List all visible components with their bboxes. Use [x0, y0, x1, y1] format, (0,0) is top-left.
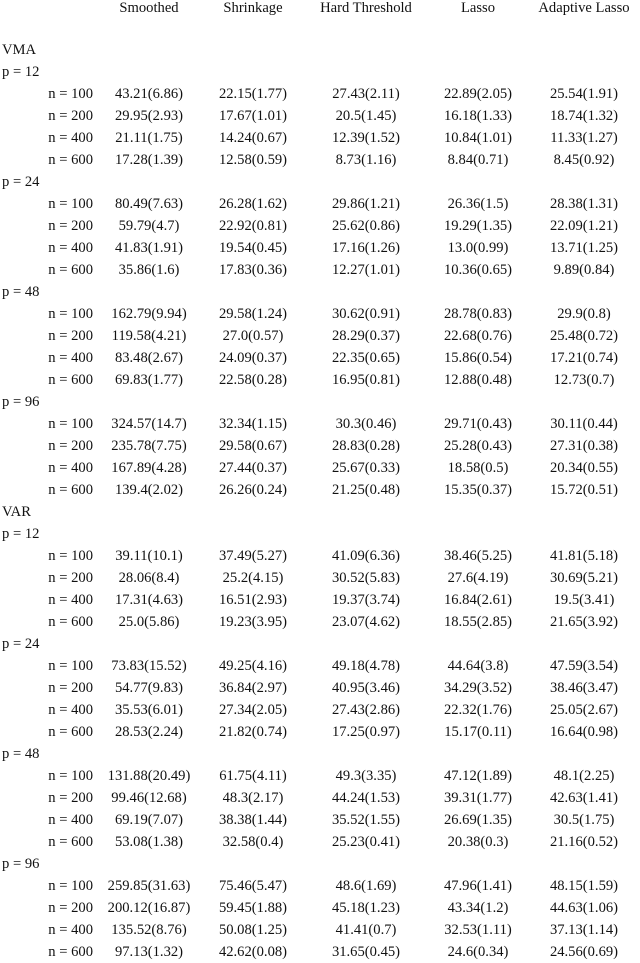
value-cell: 10.84(1.01)	[443, 130, 513, 146]
value-cell: 29.86(1.21)	[331, 196, 401, 212]
p-row	[0, 743, 640, 765]
value-cell: 28.38(1.31)	[549, 196, 619, 212]
n-label: n = 400	[48, 350, 93, 366]
value-cell: 139.4(2.02)	[114, 482, 184, 498]
value-cell: 41.41(0.7)	[335, 922, 397, 938]
table-row	[0, 589, 640, 611]
value-cell: 17.25(0.97)	[331, 724, 401, 740]
value-cell: 21.25(0.48)	[331, 482, 401, 498]
value-cell: 8.84(0.71)	[447, 152, 509, 168]
p-label: p = 48	[2, 284, 40, 300]
column-header: Hard Threshold	[320, 0, 412, 16]
value-cell: 27.43(2.86)	[331, 702, 401, 718]
value-cell: 25.2(4.15)	[222, 570, 284, 586]
n-label: n = 600	[48, 614, 93, 630]
value-cell: 9.89(0.84)	[553, 262, 615, 278]
value-cell: 32.58(0.4)	[222, 834, 284, 850]
value-cell: 29.9(0.8)	[557, 306, 611, 322]
table-row	[0, 303, 640, 325]
table-row	[0, 721, 640, 743]
value-cell: 19.5(3.41)	[553, 592, 615, 608]
value-cell: 43.21(6.86)	[114, 86, 184, 102]
value-cell: 20.38(0.3)	[447, 834, 509, 850]
value-cell: 17.21(0.74)	[549, 350, 619, 366]
value-cell: 54.77(9.83)	[114, 680, 184, 696]
value-cell: 27.0(0.57)	[222, 328, 284, 344]
value-cell: 25.05(2.67)	[549, 702, 619, 718]
value-cell: 25.0(5.86)	[118, 614, 180, 630]
group-label: VMA	[2, 42, 37, 58]
value-cell: 19.37(3.74)	[331, 592, 401, 608]
value-cell: 26.36(1.5)	[447, 196, 509, 212]
n-label: n = 400	[48, 460, 93, 476]
p-label: p = 24	[2, 636, 40, 652]
value-cell: 16.18(1.33)	[443, 108, 513, 124]
value-cell: 324.57(14.7)	[111, 416, 187, 432]
value-cell: 83.48(2.67)	[114, 350, 184, 366]
table-row	[0, 215, 640, 237]
value-cell: 30.5(1.75)	[553, 812, 615, 828]
value-cell: 11.33(1.27)	[550, 130, 618, 146]
value-cell: 27.6(4.19)	[447, 570, 509, 586]
value-cell: 119.58(4.21)	[111, 328, 187, 344]
value-cell: 28.83(0.28)	[331, 438, 401, 454]
value-cell: 42.62(0.08)	[218, 944, 288, 960]
value-cell: 15.17(0.11)	[444, 724, 512, 740]
n-label: n = 200	[48, 680, 93, 696]
value-cell: 59.79(4.7)	[118, 218, 180, 234]
table-row	[0, 83, 640, 105]
n-label: n = 600	[48, 944, 93, 960]
p-row	[0, 61, 640, 83]
n-label: n = 100	[48, 416, 93, 432]
value-cell: 16.84(2.61)	[443, 592, 513, 608]
value-cell: 27.43(2.11)	[332, 86, 400, 102]
value-cell: 39.31(1.77)	[443, 790, 513, 806]
value-cell: 40.95(3.46)	[331, 680, 401, 696]
value-cell: 29.95(2.93)	[114, 108, 184, 124]
value-cell: 26.69(1.35)	[443, 812, 513, 828]
value-cell: 12.88(0.48)	[443, 372, 513, 388]
value-cell: 30.52(5.83)	[331, 570, 401, 586]
n-label: n = 200	[48, 438, 93, 454]
value-cell: 24.09(0.37)	[218, 350, 288, 366]
value-cell: 44.63(1.06)	[549, 900, 619, 916]
value-cell: 36.84(2.97)	[218, 680, 288, 696]
value-cell: 28.06(8.4)	[118, 570, 180, 586]
table-row	[0, 897, 640, 919]
value-cell: 17.83(0.36)	[218, 262, 288, 278]
table-row	[0, 435, 640, 457]
table-row	[0, 919, 640, 941]
value-cell: 22.35(0.65)	[331, 350, 401, 366]
value-cell: 135.52(8.76)	[111, 922, 187, 938]
n-label: n = 100	[48, 878, 93, 894]
table-row	[0, 127, 640, 149]
value-cell: 26.26(0.24)	[218, 482, 288, 498]
column-header: Smoothed	[119, 0, 179, 16]
value-cell: 22.09(1.21)	[549, 218, 619, 234]
table-row	[0, 765, 640, 787]
value-cell: 28.78(0.83)	[443, 306, 513, 322]
value-cell: 21.16(0.52)	[549, 834, 619, 850]
value-cell: 75.46(5.47)	[218, 878, 288, 894]
n-label: n = 200	[48, 108, 93, 124]
value-cell: 42.63(1.41)	[549, 790, 619, 806]
n-label: n = 100	[48, 306, 93, 322]
n-label: n = 100	[48, 548, 93, 564]
value-cell: 15.72(0.51)	[549, 482, 619, 498]
value-cell: 45.18(1.23)	[331, 900, 401, 916]
value-cell: 16.51(2.93)	[218, 592, 288, 608]
n-label: n = 100	[48, 196, 93, 212]
value-cell: 22.92(0.81)	[218, 218, 288, 234]
value-cell: 16.95(0.81)	[331, 372, 401, 388]
value-cell: 61.75(4.11)	[219, 768, 287, 784]
value-cell: 41.81(5.18)	[549, 548, 619, 564]
value-cell: 37.49(5.27)	[218, 548, 288, 564]
value-cell: 200.12(16.87)	[107, 900, 191, 916]
value-cell: 38.38(1.44)	[218, 812, 288, 828]
n-label: n = 600	[48, 834, 93, 850]
n-label: n = 100	[48, 768, 93, 784]
p-row	[0, 523, 640, 545]
value-cell: 15.35(0.37)	[443, 482, 513, 498]
value-cell: 48.15(1.59)	[549, 878, 619, 894]
value-cell: 30.62(0.91)	[331, 306, 401, 322]
value-cell: 18.74(1.32)	[549, 108, 619, 124]
value-cell: 12.73(0.7)	[553, 372, 615, 388]
table-row	[0, 655, 640, 677]
value-cell: 25.67(0.33)	[331, 460, 401, 476]
value-cell: 80.49(7.63)	[114, 196, 184, 212]
value-cell: 26.28(1.62)	[218, 196, 288, 212]
table-row	[0, 325, 640, 347]
group-row	[0, 39, 640, 61]
value-cell: 30.11(0.44)	[550, 416, 618, 432]
value-cell: 16.64(0.98)	[549, 724, 619, 740]
value-cell: 17.16(1.26)	[331, 240, 401, 256]
value-cell: 25.48(0.72)	[549, 328, 619, 344]
value-cell: 21.82(0.74)	[218, 724, 288, 740]
value-cell: 27.44(0.37)	[218, 460, 288, 476]
column-header: Lasso	[460, 0, 496, 16]
value-cell: 69.19(7.07)	[114, 812, 184, 828]
value-cell: 29.58(1.24)	[218, 306, 288, 322]
value-cell: 25.23(0.41)	[331, 834, 401, 850]
value-cell: 21.11(1.75)	[115, 130, 183, 146]
table-row	[0, 347, 640, 369]
value-cell: 18.58(0.5)	[447, 460, 509, 476]
value-cell: 44.64(3.8)	[447, 658, 509, 674]
value-cell: 39.11(10.1)	[115, 548, 183, 564]
value-cell: 12.39(1.52)	[331, 130, 401, 146]
value-cell: 69.83(1.77)	[114, 372, 184, 388]
value-cell: 22.32(1.76)	[443, 702, 513, 718]
table-row	[0, 809, 640, 831]
value-cell: 34.29(3.52)	[443, 680, 513, 696]
table-row	[0, 787, 640, 809]
value-cell: 38.46(3.47)	[549, 680, 619, 696]
value-cell: 43.34(1.2)	[447, 900, 509, 916]
value-cell: 59.45(1.88)	[218, 900, 288, 916]
n-label: n = 600	[48, 482, 93, 498]
value-cell: 17.67(1.01)	[218, 108, 288, 124]
table-row	[0, 259, 640, 281]
n-label: n = 100	[48, 86, 93, 102]
group-label: VAR	[2, 504, 31, 520]
p-row	[0, 853, 640, 875]
table-row	[0, 699, 640, 721]
value-cell: 25.54(1.91)	[549, 86, 619, 102]
value-cell: 10.36(0.65)	[443, 262, 513, 278]
value-cell: 17.31(4.63)	[114, 592, 184, 608]
value-cell: 19.29(1.35)	[443, 218, 513, 234]
value-cell: 47.96(1.41)	[443, 878, 513, 894]
value-cell: 21.65(3.92)	[549, 614, 619, 630]
n-label: n = 100	[48, 658, 93, 674]
table-row	[0, 567, 640, 589]
table-row	[0, 193, 640, 215]
value-cell: 25.62(0.86)	[331, 218, 401, 234]
value-cell: 53.08(1.38)	[114, 834, 184, 850]
value-cell: 25.28(0.43)	[443, 438, 513, 454]
value-cell: 19.23(3.95)	[218, 614, 288, 630]
value-cell: 8.45(0.92)	[553, 152, 615, 168]
value-cell: 32.34(1.15)	[218, 416, 288, 432]
value-cell: 97.13(1.32)	[114, 944, 184, 960]
n-label: n = 400	[48, 922, 93, 938]
p-row	[0, 281, 640, 303]
table-row	[0, 875, 640, 897]
p-label: p = 24	[2, 174, 40, 190]
value-cell: 73.83(15.52)	[111, 658, 187, 674]
table-body	[0, 19, 640, 963]
value-cell: 50.08(1.25)	[218, 922, 288, 938]
p-label: p = 48	[2, 746, 40, 762]
p-label: p = 12	[2, 526, 40, 542]
value-cell: 30.3(0.46)	[335, 416, 397, 432]
value-cell: 8.73(1.16)	[335, 152, 397, 168]
table-row	[0, 105, 640, 127]
value-cell: 17.28(1.39)	[114, 152, 184, 168]
n-label: n = 600	[48, 724, 93, 740]
n-label: n = 600	[48, 372, 93, 388]
value-cell: 13.71(1.25)	[549, 240, 619, 256]
p-row	[0, 391, 640, 413]
value-cell: 48.6(1.69)	[335, 878, 397, 894]
n-label: n = 600	[48, 152, 93, 168]
p-label: p = 96	[2, 394, 40, 410]
value-cell: 28.53(2.24)	[114, 724, 184, 740]
value-cell: 38.46(5.25)	[443, 548, 513, 564]
value-cell: 28.29(0.37)	[331, 328, 401, 344]
value-cell: 13.0(0.99)	[447, 240, 509, 256]
table-row	[0, 545, 640, 567]
column-header: Adaptive Lasso	[538, 0, 630, 16]
value-cell: 22.68(0.76)	[443, 328, 513, 344]
value-cell: 235.78(7.75)	[111, 438, 187, 454]
value-cell: 24.6(0.34)	[447, 944, 509, 960]
table-row	[0, 457, 640, 479]
value-cell: 18.55(2.85)	[443, 614, 513, 630]
value-cell: 48.3(2.17)	[222, 790, 284, 806]
table-row	[0, 149, 640, 171]
table-row	[0, 611, 640, 633]
value-cell: 22.58(0.28)	[218, 372, 288, 388]
value-cell: 29.71(0.43)	[443, 416, 513, 432]
value-cell: 12.27(1.01)	[331, 262, 401, 278]
value-cell: 24.56(0.69)	[549, 944, 619, 960]
spacer-row	[0, 19, 640, 39]
value-cell: 44.24(1.53)	[331, 790, 401, 806]
value-cell: 48.1(2.25)	[553, 768, 615, 784]
n-label: n = 400	[48, 702, 93, 718]
n-label: n = 400	[48, 812, 93, 828]
value-cell: 99.46(12.68)	[111, 790, 187, 806]
value-cell: 15.86(0.54)	[443, 350, 513, 366]
table-row	[0, 369, 640, 391]
value-cell: 20.34(0.55)	[549, 460, 619, 476]
n-label: n = 200	[48, 790, 93, 806]
value-cell: 30.69(5.21)	[549, 570, 619, 586]
column-header: Shrinkage	[223, 0, 283, 16]
value-cell: 22.89(2.05)	[443, 86, 513, 102]
group-row	[0, 501, 640, 523]
value-cell: 31.65(0.45)	[331, 944, 401, 960]
value-cell: 37.13(1.14)	[549, 922, 619, 938]
p-label: p = 96	[2, 856, 40, 872]
value-cell: 35.53(6.01)	[114, 702, 184, 718]
table-row	[0, 413, 640, 435]
value-cell: 49.25(4.16)	[218, 658, 288, 674]
table-row	[0, 479, 640, 501]
p-label: p = 12	[2, 64, 40, 80]
value-cell: 131.88(20.49)	[107, 768, 191, 784]
header-row	[0, 0, 640, 19]
n-label: n = 600	[48, 262, 93, 278]
value-cell: 47.12(1.89)	[443, 768, 513, 784]
p-row	[0, 633, 640, 655]
n-label: n = 200	[48, 328, 93, 344]
table-row	[0, 677, 640, 699]
n-label: n = 200	[48, 570, 93, 586]
value-cell: 27.31(0.38)	[549, 438, 619, 454]
n-label: n = 200	[48, 218, 93, 234]
value-cell: 49.18(4.78)	[331, 658, 401, 674]
value-cell: 23.07(4.62)	[331, 614, 401, 630]
n-label: n = 400	[48, 240, 93, 256]
value-cell: 19.54(0.45)	[218, 240, 288, 256]
table-row	[0, 237, 640, 259]
value-cell: 12.58(0.59)	[218, 152, 288, 168]
header-blank	[0, 0, 96, 19]
value-cell: 22.15(1.77)	[218, 86, 288, 102]
value-cell: 35.52(1.55)	[331, 812, 401, 828]
value-cell: 29.58(0.67)	[218, 438, 288, 454]
value-cell: 41.09(6.36)	[331, 548, 401, 564]
value-cell: 47.59(3.54)	[549, 658, 619, 674]
n-label: n = 200	[48, 900, 93, 916]
spacer-cell	[0, 19, 640, 39]
value-cell: 259.85(31.63)	[107, 878, 191, 894]
value-cell: 35.86(1.6)	[118, 262, 180, 278]
table-row	[0, 831, 640, 853]
value-cell: 41.83(1.91)	[114, 240, 184, 256]
value-cell: 167.89(4.28)	[111, 460, 187, 476]
value-cell: 49.3(3.35)	[335, 768, 397, 784]
n-label: n = 400	[48, 130, 93, 146]
value-cell: 32.53(1.11)	[444, 922, 512, 938]
value-cell: 14.24(0.67)	[218, 130, 288, 146]
p-row	[0, 171, 640, 193]
table-row	[0, 941, 640, 963]
value-cell: 20.5(1.45)	[335, 108, 397, 124]
value-cell: 27.34(2.05)	[218, 702, 288, 718]
value-cell: 162.79(9.94)	[111, 306, 187, 322]
n-label: n = 400	[48, 592, 93, 608]
